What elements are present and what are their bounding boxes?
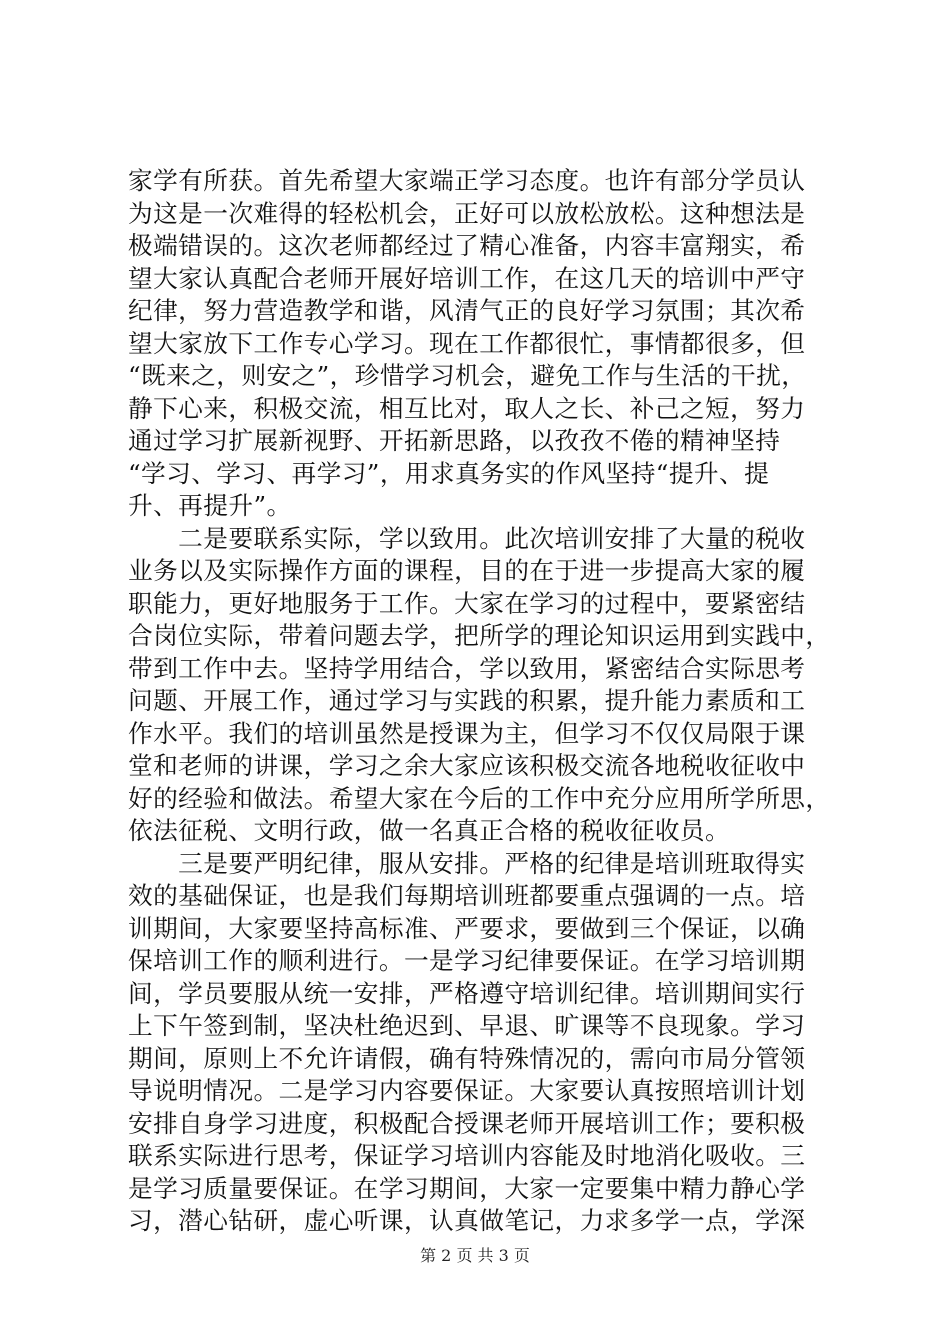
text-line: 作水平。我们的培训虽然是授课为主，但学习不仅仅局限于课 xyxy=(128,718,806,748)
text-line: 上下午签到制，坚决杜绝迟到、早退、旷课等不良现象。学习 xyxy=(128,1011,806,1040)
page-footer: 第 2 页 共 3 页 xyxy=(420,1246,530,1265)
text-line: 通过学习扩展新视野、开拓新思路，以孜孜不倦的精神坚持 xyxy=(128,426,781,455)
text-line: 保培训工作的顺利进行。一是学习纪律要保证。在学习培训期 xyxy=(128,946,806,975)
document-body xyxy=(128,165,831,1238)
text-line: 静下心来，积极交流，相互比对，取人之长、补己之短，努力 xyxy=(128,393,806,423)
text-line: 业务以及实际操作方面的课程，目的在于进一步提高大家的履 xyxy=(128,556,806,585)
text-line: 望大家放下工作专心学习。现在工作都很忙，事情都很多，但 xyxy=(128,328,806,358)
text-line: 安排自身学习进度，积极配合授课老师开展培训工作；要积极 xyxy=(128,1108,806,1138)
text-line: 三是要严明纪律，服从安排。严格的纪律是培训班取得实 xyxy=(128,848,806,878)
text-line: 问题、开展工作，通过学习与实践的积累，提升能力素质和工 xyxy=(128,686,806,715)
text-line: 好的经验和做法。希望大家在今后的工作中充分应用所学所思， xyxy=(128,783,831,813)
text-line: “学习、学习、再学习”，用求真务实的作风坚持“提升、提 xyxy=(128,458,770,488)
text-line: 职能力，更好地服务于工作。大家在学习的过程中，要紧密结 xyxy=(128,588,806,618)
text-line: 效的基础保证，也是我们每期培训班都要重点强调的一点。培 xyxy=(128,881,806,910)
text-line: 联系实际进行思考，保证学习培训内容能及时地消化吸收。三 xyxy=(128,1141,806,1170)
text-line: 带到工作中去。坚持学用结合，学以致用，紧密结合实际思考 xyxy=(128,653,806,683)
text-line: 堂和老师的讲课，学习之余大家应该积极交流各地税收征收中 xyxy=(128,751,806,780)
text-line: 升、再提升”。 xyxy=(128,491,292,520)
text-line: 合岗位实际，带着问题去学，把所学的理论知识运用到实践中， xyxy=(128,621,831,650)
text-line: 家学有所获。首先希望大家端正学习态度。也许有部分学员认 xyxy=(128,166,806,195)
text-line: 极端错误的。这次老师都经过了精心准备，内容丰富翔实，希 xyxy=(128,231,806,260)
text-line: 二是要联系实际，学以致用。此次培训安排了大量的税收 xyxy=(128,523,806,553)
text-line: “既来之，则安之”，珍惜学习机会，避免工作与生活的干扰， xyxy=(128,361,807,390)
text-line: 间，学员要服从统一安排，严格遵守培训纪律。培训期间实行 xyxy=(128,978,806,1008)
text-line: 导说明情况。二是学习内容要保证。大家要认真按照培训计划 xyxy=(128,1076,806,1105)
text-line: 望大家认真配合老师开展好培训工作，在这几天的培训中严守 xyxy=(128,263,806,293)
text-line: 训期间，大家要坚持高标准、严要求，要做到三个保证，以确 xyxy=(128,913,806,943)
text-line: 依法征税、文明行政，做一名真正合格的税收征收员。 xyxy=(128,816,731,845)
text-line: 为这是一次难得的轻松机会，正好可以放松放松。这种想法是 xyxy=(128,198,806,228)
text-line: 是学习质量要保证。在学习期间，大家一定要集中精力静心学 xyxy=(128,1173,806,1203)
text-line: 期间，原则上不允许请假，确有特殊情况的，需向市局分管领 xyxy=(128,1043,806,1073)
text-line: 习，潜心钻研，虚心听课，认真做笔记，力求多学一点，学深 xyxy=(128,1206,806,1235)
text-line: 纪律，努力营造教学和谐，风清气正的良好学习氛围；其次希 xyxy=(128,296,806,325)
